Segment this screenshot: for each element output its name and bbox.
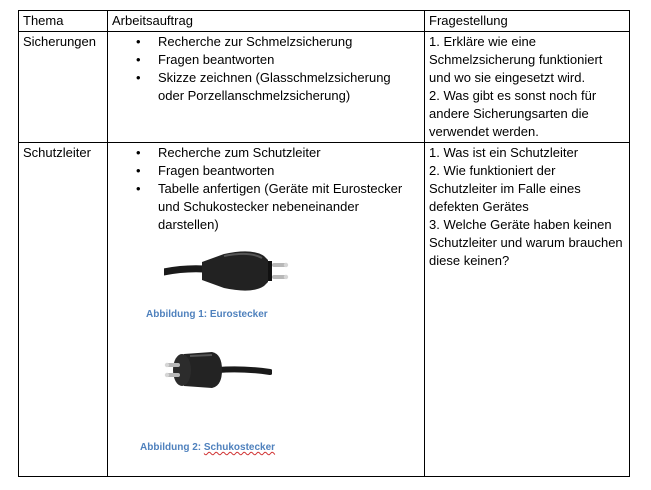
schukostecker-plug-image — [162, 346, 272, 396]
list-item: • Fragen beantworten — [136, 162, 420, 180]
list-item: • Tabelle anfertigen (Geräte mit Eurostecker und Schukostecker nebeneinander darstellen) — [136, 180, 420, 234]
question-text: 2. Was gibt es sonst noch für andere Sicherungsarten die verwendet werden. — [429, 88, 597, 139]
figure-caption — [146, 306, 268, 324]
list-item: • Recherche zum Schutzleiter — [136, 144, 420, 162]
caption-prefix: Abbildung 1: — [146, 309, 210, 320]
caption-name: Eurostecker — [209, 309, 268, 320]
task-list — [112, 144, 420, 234]
assignment-table — [18, 10, 630, 477]
question-text: 3. Welche Geräte haben keinen Schutzleiter und warum brauchen diese keinen? — [429, 217, 623, 268]
question-text: 1. Erkläre wie eine Schmelzsicherung funktioniert und wo sie eingesetzt wird. — [429, 34, 603, 85]
caption-prefix: Abbildung 2: — [140, 442, 204, 453]
header-arbeitsauftrag: Arbeitsauftrag — [108, 11, 425, 32]
header-fragestellung: Fragestellung — [425, 11, 630, 32]
topic-cell: Schutzleiter — [19, 143, 108, 477]
eurostecker-plug-image — [164, 242, 294, 296]
figures-area — [112, 234, 420, 464]
caption-name: Schukostecker — [203, 442, 276, 453]
list-item: • Fragen beantworten — [136, 51, 420, 69]
header-row — [19, 11, 630, 32]
table-row — [19, 32, 630, 143]
table-row — [19, 143, 630, 477]
tasks-cell — [108, 143, 425, 477]
list-item: • Recherche zur Schmelzsicherung — [136, 33, 420, 51]
task-list — [112, 33, 420, 105]
figure-caption — [140, 439, 275, 457]
questions-cell — [425, 143, 630, 477]
list-item: • Skizze zeichnen (Glasschmelzsicherung oder Porzellanschmelzsicherung) — [136, 69, 420, 105]
tasks-cell — [108, 32, 425, 143]
header-thema: Thema — [19, 11, 108, 32]
questions-cell — [425, 32, 630, 143]
topic-cell: Sicherungen — [19, 32, 108, 143]
question-text: 2. Wie funktioniert der Schutzleiter im Falle eines defekten Gerätes — [429, 163, 581, 214]
question-text: 1. Was ist ein Schutzleiter — [429, 145, 579, 160]
